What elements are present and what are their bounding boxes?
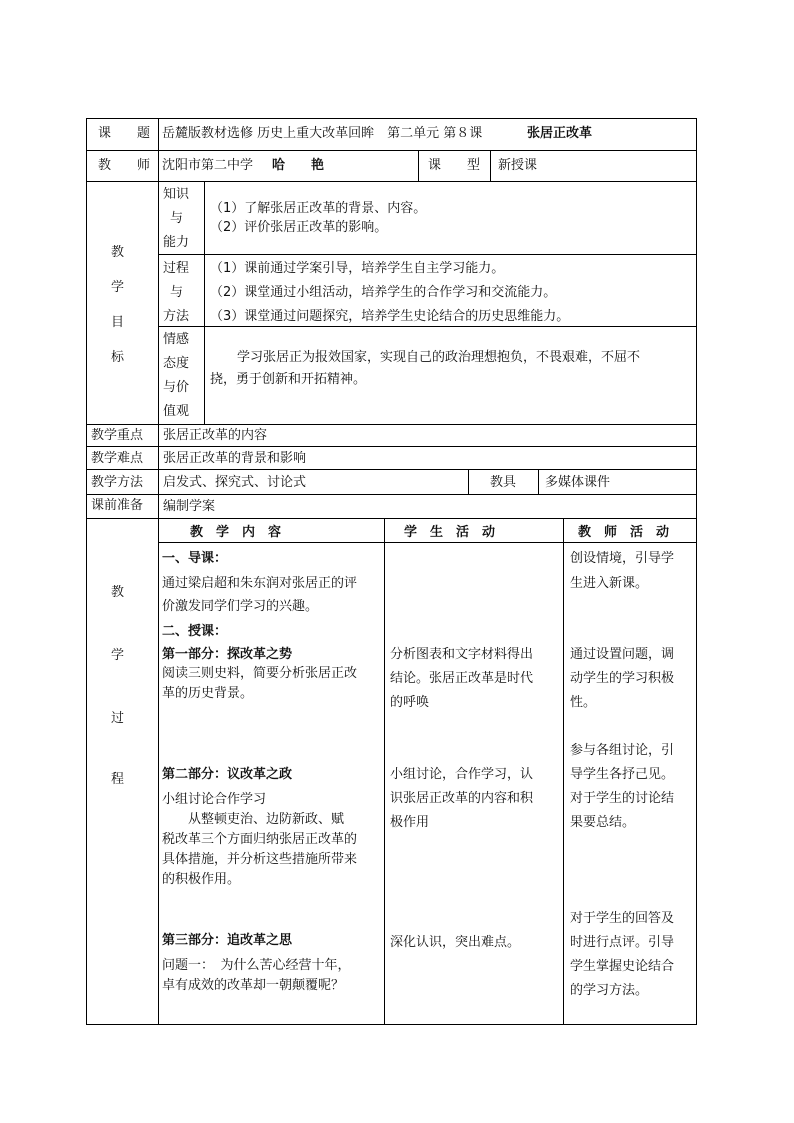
intro-title: 一、导课： bbox=[162, 551, 228, 566]
teacher-activity-2: 果要总结。 bbox=[570, 815, 636, 830]
grid-line bbox=[86, 150, 697, 151]
emotion-text: 挠，勇于创新和开拓精神。 bbox=[210, 372, 367, 387]
knowledge-label: 与 bbox=[170, 211, 184, 226]
header-student: 学 生 活 动 bbox=[404, 525, 496, 540]
method-value: 启发式、探究式、讨论式 bbox=[163, 475, 307, 490]
emotion-label: 值观 bbox=[163, 404, 190, 419]
teacher-activity-3: 的学习方法。 bbox=[570, 983, 649, 998]
grid-line bbox=[86, 469, 697, 470]
key-point-label: 教学重点 bbox=[91, 428, 144, 443]
grid-line bbox=[538, 469, 539, 494]
part1-text: 阅读三则史料，简要分析张居正改 bbox=[162, 666, 358, 681]
knowledge-label: 知识 bbox=[163, 187, 190, 202]
teaching-tool-label: 教具 bbox=[490, 475, 517, 490]
grid-line bbox=[563, 518, 564, 1025]
process-label-char: 过 bbox=[111, 711, 125, 726]
teacher-activity-3: 学生掌握史论结合 bbox=[570, 959, 675, 974]
intro-text: 价激发同学们学习的兴趣。 bbox=[162, 599, 319, 614]
process-label: 过程 bbox=[163, 261, 190, 276]
part3-title: 第三部分：追改革之思 bbox=[162, 933, 293, 948]
intro-text: 通过梁启超和朱东润对张居正的评 bbox=[162, 576, 358, 591]
grid-line bbox=[86, 118, 87, 1025]
header-teacher: 教 师 活 动 bbox=[578, 525, 670, 540]
teacher-activity-1: 性。 bbox=[570, 695, 597, 710]
part2-text: 税改革三个方面归纳张居正改革的 bbox=[162, 832, 358, 847]
teacher-activity-1: 动学生的学习积极 bbox=[570, 671, 675, 686]
process-label-char: 教 bbox=[111, 585, 125, 600]
knowledge-label: 能力 bbox=[163, 235, 190, 250]
process-item: （1）课前通过学案引导，培养学生自主学习能力。 bbox=[210, 261, 505, 276]
goals-label-char: 教 bbox=[111, 245, 125, 260]
method-label: 教学方法 bbox=[91, 475, 144, 490]
part3-text: 卓有成效的改革却一朝颠覆呢？ bbox=[162, 978, 345, 993]
grid-line bbox=[490, 150, 491, 181]
lesson-type-label: 课 型 bbox=[428, 158, 481, 173]
grid-line bbox=[158, 542, 697, 543]
student-activity-2: 极作用 bbox=[390, 815, 430, 830]
process-label: 方法 bbox=[163, 309, 190, 324]
process-label: 与 bbox=[170, 285, 184, 300]
process-item: （3）课堂通过问题探究，培养学生史论结合的历史思维能力。 bbox=[210, 309, 570, 324]
part3-text: 问题一： 为什么苦心经营十年， bbox=[162, 958, 351, 973]
teacher-activity-2: 参与各组讨论，引 bbox=[570, 743, 675, 758]
teaching-tool-value: 多媒体课件 bbox=[545, 475, 611, 490]
process-label-char: 学 bbox=[111, 648, 125, 663]
teacher-activity-0: 创设情境，引导学 bbox=[570, 551, 675, 566]
process-item: （2）课堂通过小组活动，培养学生的合作学习和交流能力。 bbox=[210, 285, 557, 300]
difficulty-label: 教学难点 bbox=[91, 451, 144, 466]
emotion-text: 学习张居正为报效国家，实现自己的政治理想抱负，不畏艰难，不屈不 bbox=[237, 350, 641, 365]
part1-title: 第一部分：探改革之势 bbox=[162, 647, 293, 662]
grid-line bbox=[158, 254, 697, 255]
grid-line bbox=[418, 150, 419, 181]
emotion-label: 态度 bbox=[163, 356, 190, 371]
student-activity-1: 结论。张居正改革是时代 bbox=[390, 671, 534, 686]
part2-text: 小组讨论合作学习 bbox=[162, 792, 267, 807]
part2-text: 具体措施，并分析这些措施所带来 bbox=[162, 852, 358, 867]
grid-line bbox=[86, 424, 697, 425]
process-label-char: 程 bbox=[111, 772, 125, 787]
course-label: 课 题 bbox=[98, 126, 151, 141]
knowledge-item: （2）评价张居正改革的影响。 bbox=[210, 220, 388, 235]
header-content: 教 学 内 容 bbox=[190, 525, 282, 540]
course-topic: 张居正改革 bbox=[527, 126, 593, 141]
student-activity-1: 分析图表和文字材料得出 bbox=[390, 647, 534, 662]
key-point-value: 张居正改革的内容 bbox=[163, 428, 268, 443]
teacher-activity-2: 对于学生的讨论结 bbox=[570, 791, 675, 806]
part2-title: 第二部分：议改革之政 bbox=[162, 767, 293, 782]
grid-line bbox=[158, 326, 697, 327]
student-activity-1: 的呼唤 bbox=[390, 695, 430, 710]
grid-line bbox=[86, 1024, 697, 1025]
student-activity-2: 小组讨论，合作学习，认 bbox=[390, 767, 534, 782]
teacher-activity-0: 生进入新课。 bbox=[570, 576, 649, 591]
goals-label-char: 标 bbox=[111, 350, 125, 365]
grid-line bbox=[86, 118, 697, 119]
student-activity-2: 识张居正改革的内容和积 bbox=[390, 791, 534, 806]
grid-line bbox=[468, 469, 469, 494]
teacher-activity-1: 通过设置问题，调 bbox=[570, 647, 675, 662]
emotion-label: 情感 bbox=[163, 332, 190, 347]
teacher-activity-3: 时进行点评。引导 bbox=[570, 935, 675, 950]
lesson-type-value: 新授课 bbox=[498, 158, 538, 173]
grid-line bbox=[86, 446, 697, 447]
grid-line bbox=[204, 181, 205, 424]
teacher-activity-2: 导学生各抒己见。 bbox=[570, 767, 675, 782]
part2-text: 的积极作用。 bbox=[162, 872, 241, 887]
teacher-label: 教 师 bbox=[98, 158, 151, 173]
grid-line bbox=[86, 494, 697, 495]
goals-label-char: 学 bbox=[111, 280, 125, 295]
teacher-school: 沈阳市第二中学 bbox=[162, 158, 254, 173]
knowledge-item: （1）了解张居正改革的背景、内容。 bbox=[210, 201, 427, 216]
course-value: 岳麓版教材选修 历史上重大改革回眸 第二单元 第８课 bbox=[162, 126, 483, 141]
emotion-label: 与价 bbox=[163, 380, 190, 395]
difficulty-value: 张居正改革的背景和影响 bbox=[163, 451, 307, 466]
grid-line bbox=[696, 118, 697, 1025]
grid-line bbox=[158, 118, 159, 1025]
grid-line bbox=[86, 518, 697, 519]
goals-label-char: 目 bbox=[111, 315, 125, 330]
part2-text: 从整顿吏治、边防新政、赋 bbox=[162, 812, 345, 827]
teacher-activity-3: 对于学生的回答及 bbox=[570, 911, 675, 926]
prep-value: 编制学案 bbox=[163, 499, 216, 514]
grid-line bbox=[384, 518, 385, 1025]
student-activity-3: 深化认识，突出难点。 bbox=[390, 935, 521, 950]
teach-title: 二、授课： bbox=[162, 624, 228, 639]
prep-label: 课前准备 bbox=[91, 498, 144, 513]
part1-text: 革的历史背景。 bbox=[162, 686, 254, 701]
teacher-name: 哈 艳 bbox=[272, 158, 325, 173]
grid-line bbox=[86, 181, 697, 182]
